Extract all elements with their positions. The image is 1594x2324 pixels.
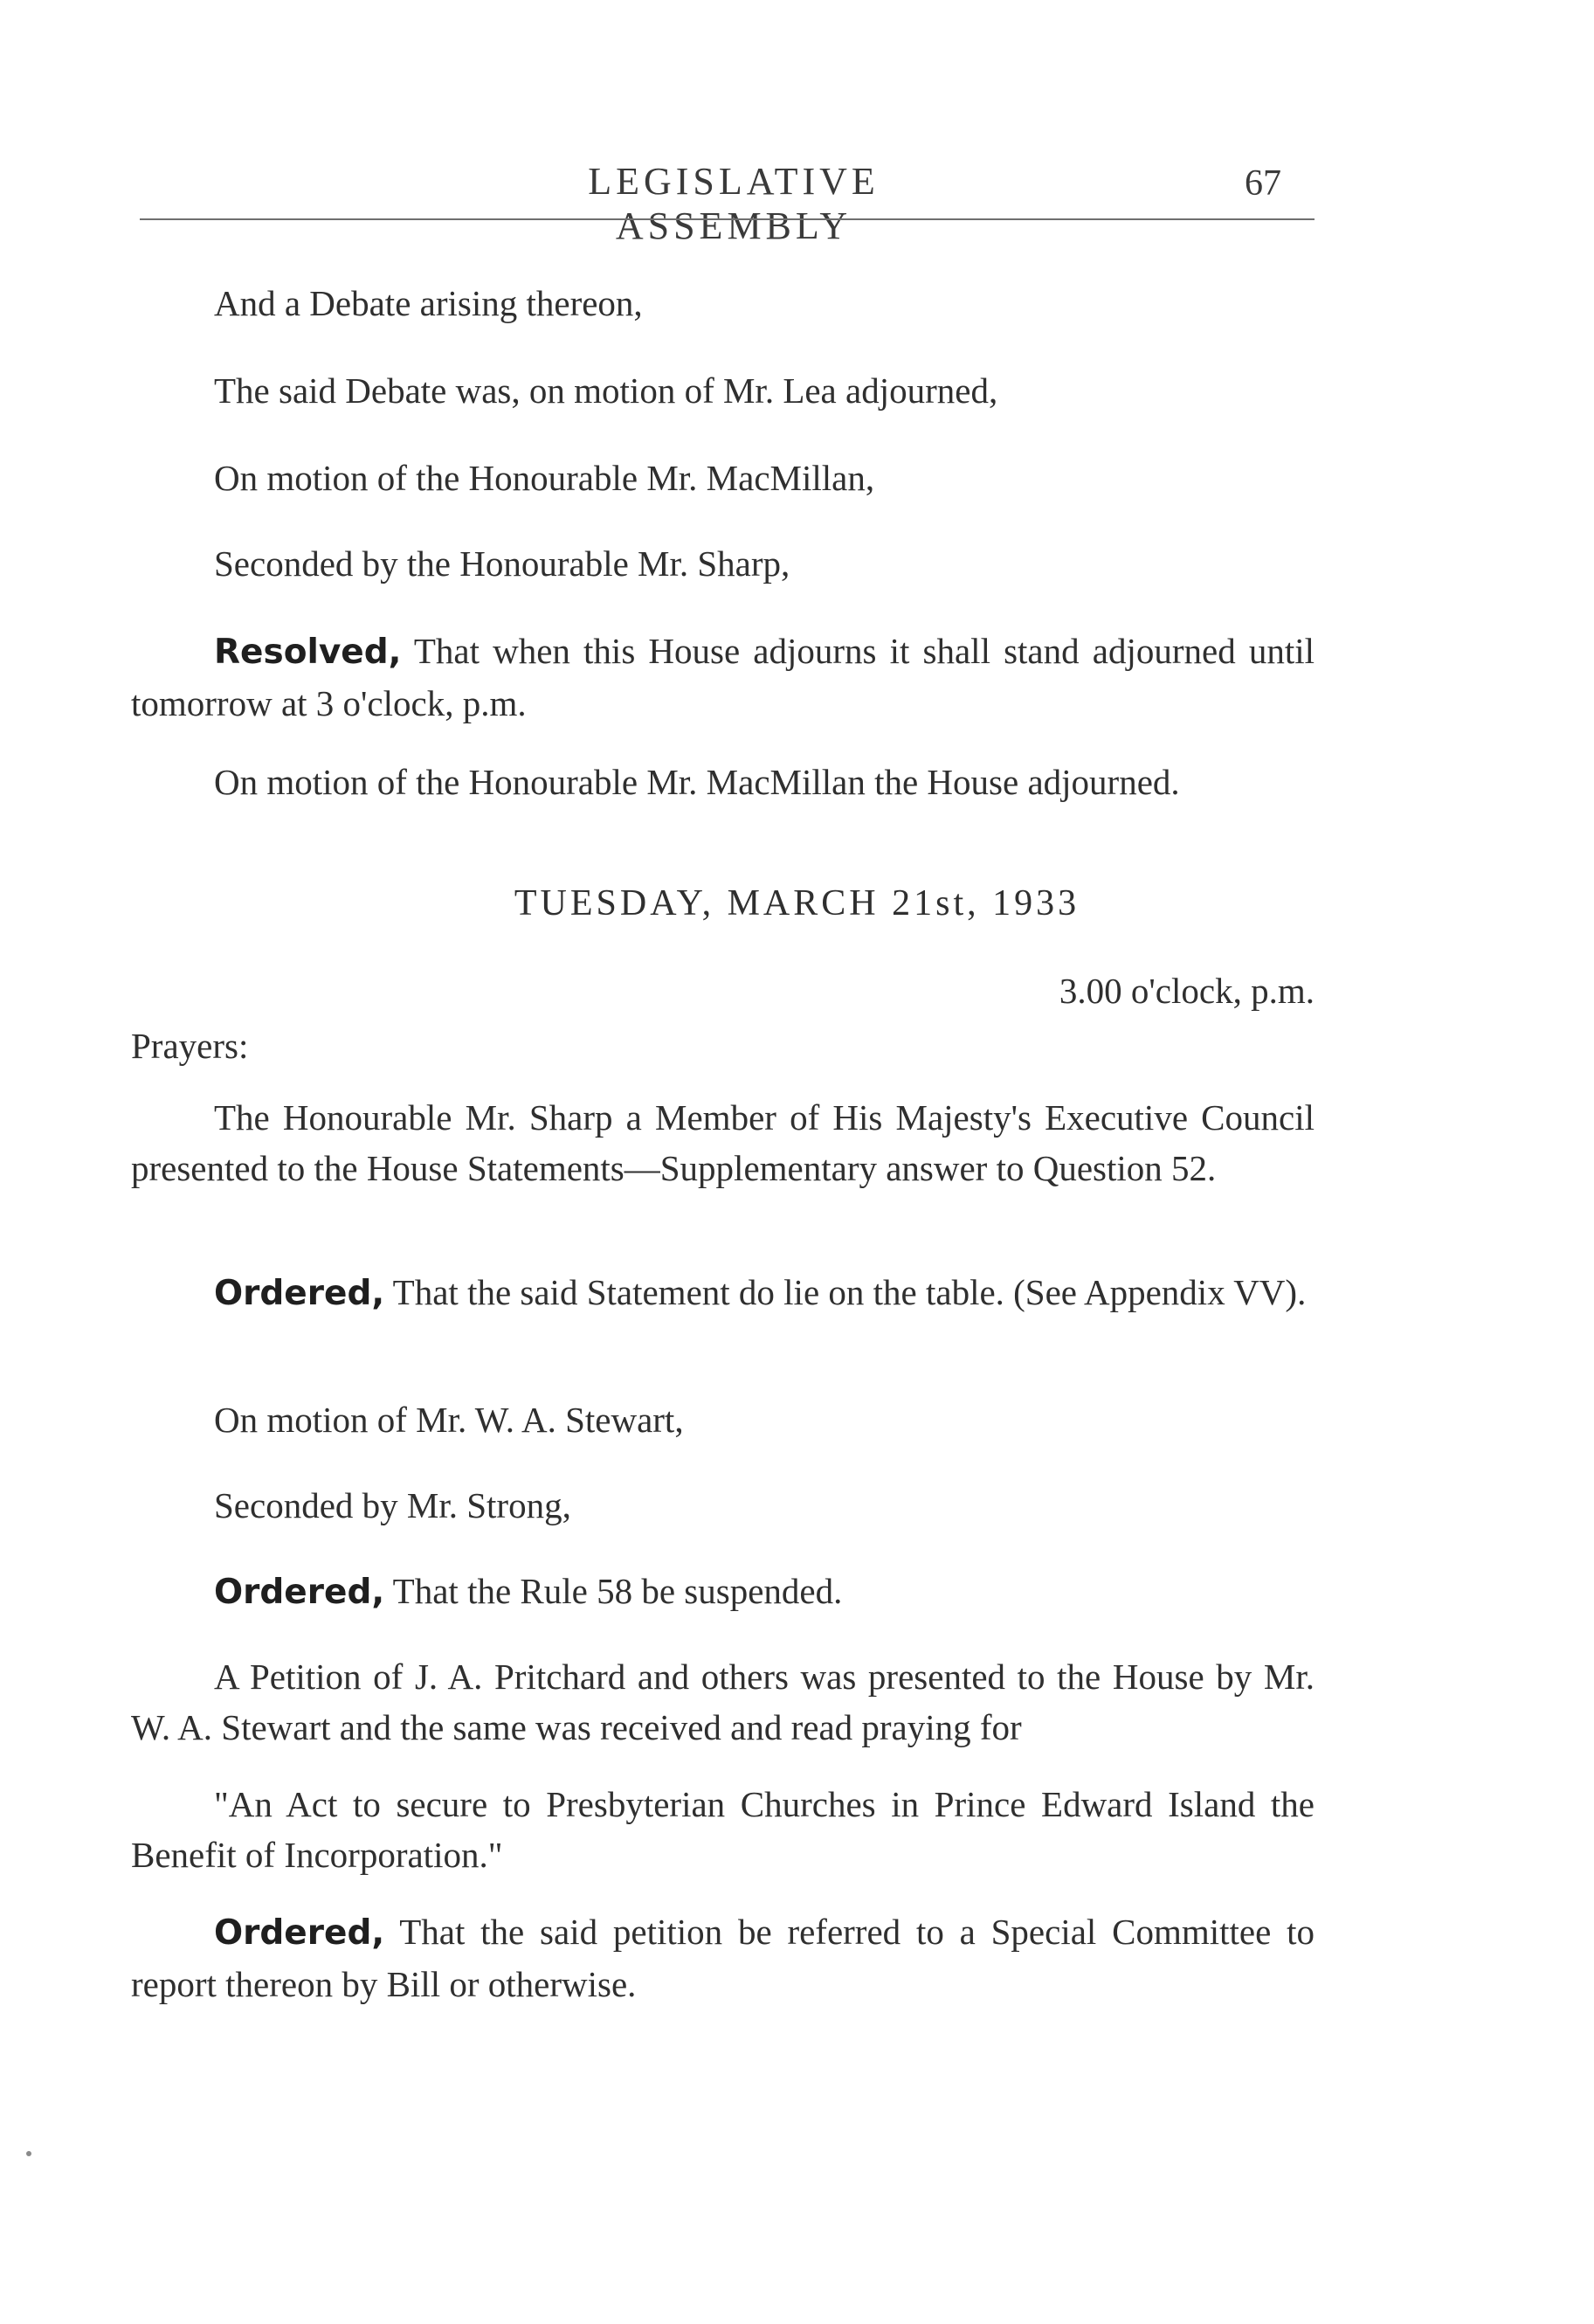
paragraph-statements-presented: The Honourable Mr. Sharp a Member of His Majesty's Executive Council presented to the House Statements—Supplementary answer to Question 52.	[131, 1097, 1315, 1188]
paragraph-seconded-sharp: Seconded by the Honourable Mr. Sharp,	[214, 543, 790, 584]
ordered-label: Ordered,	[214, 1274, 385, 1313]
sitting-time: 3.00 o'clock, p.m.	[1059, 971, 1315, 1011]
paragraph-house-adjourned: On motion of the Honourable Mr. MacMillan the House adjourned.	[214, 762, 1180, 802]
page-number: 67	[1245, 163, 1281, 204]
paragraph-ordered-table	[131, 1267, 1315, 1319]
paragraph-motion-macmillan: On motion of the Honourable Mr. MacMillan,	[214, 458, 875, 498]
header-rule	[140, 218, 1315, 220]
ordered-committee-text: That the said petition be referred to a Special Committee to report thereon by Bill or otherwise.	[131, 1912, 1315, 2004]
ordered-rule-text: That the Rule 58 be suspended.	[384, 1571, 843, 1611]
running-header	[0, 159, 1594, 247]
ordered-table-text: That the said Statement do lie on the table. (See Appendix VV).	[384, 1272, 1307, 1312]
resolved-text: That when this House adjourns it shall stand adjourned until tomorrow at 3 o'clock, p.m.	[131, 631, 1315, 723]
ordered-label: Ordered,	[214, 1573, 385, 1612]
ordered-label: Ordered,	[214, 1913, 385, 1953]
running-title: LEGISLATIVE ASSEMBLY	[588, 160, 880, 247]
paragraph-debate-adjourned: The said Debate was, on motion of Mr. Lea adjourned,	[214, 370, 998, 411]
paragraph-ordered-committee	[131, 1906, 1315, 2009]
paragraph-act-title: "An Act to secure to Presbyterian Churches in Prince Edward Island the Benefit of Incorporation."	[131, 1784, 1315, 1875]
paragraph-debate-arising: And a Debate arising thereon,	[214, 283, 643, 323]
paragraph-ordered-rule	[131, 1566, 1315, 1618]
paragraph-resolved	[131, 626, 1315, 729]
scan-speck	[26, 2151, 31, 2156]
prayers-label: Prayers:	[131, 1026, 249, 1066]
resolved-label: Resolved,	[214, 633, 402, 672]
paragraph-motion-stewart: On motion of Mr. W. A. Stewart,	[214, 1400, 684, 1440]
sitting-date-heading: TUESDAY, MARCH 21st, 1933	[514, 883, 1080, 923]
paragraph-petition: A Petition of J. A. Pritchard and others was presented to the House by Mr. W. A. Stewart and the same was received and read praying for	[131, 1657, 1315, 1747]
paragraph-seconded-strong: Seconded by Mr. Strong,	[214, 1485, 571, 1525]
